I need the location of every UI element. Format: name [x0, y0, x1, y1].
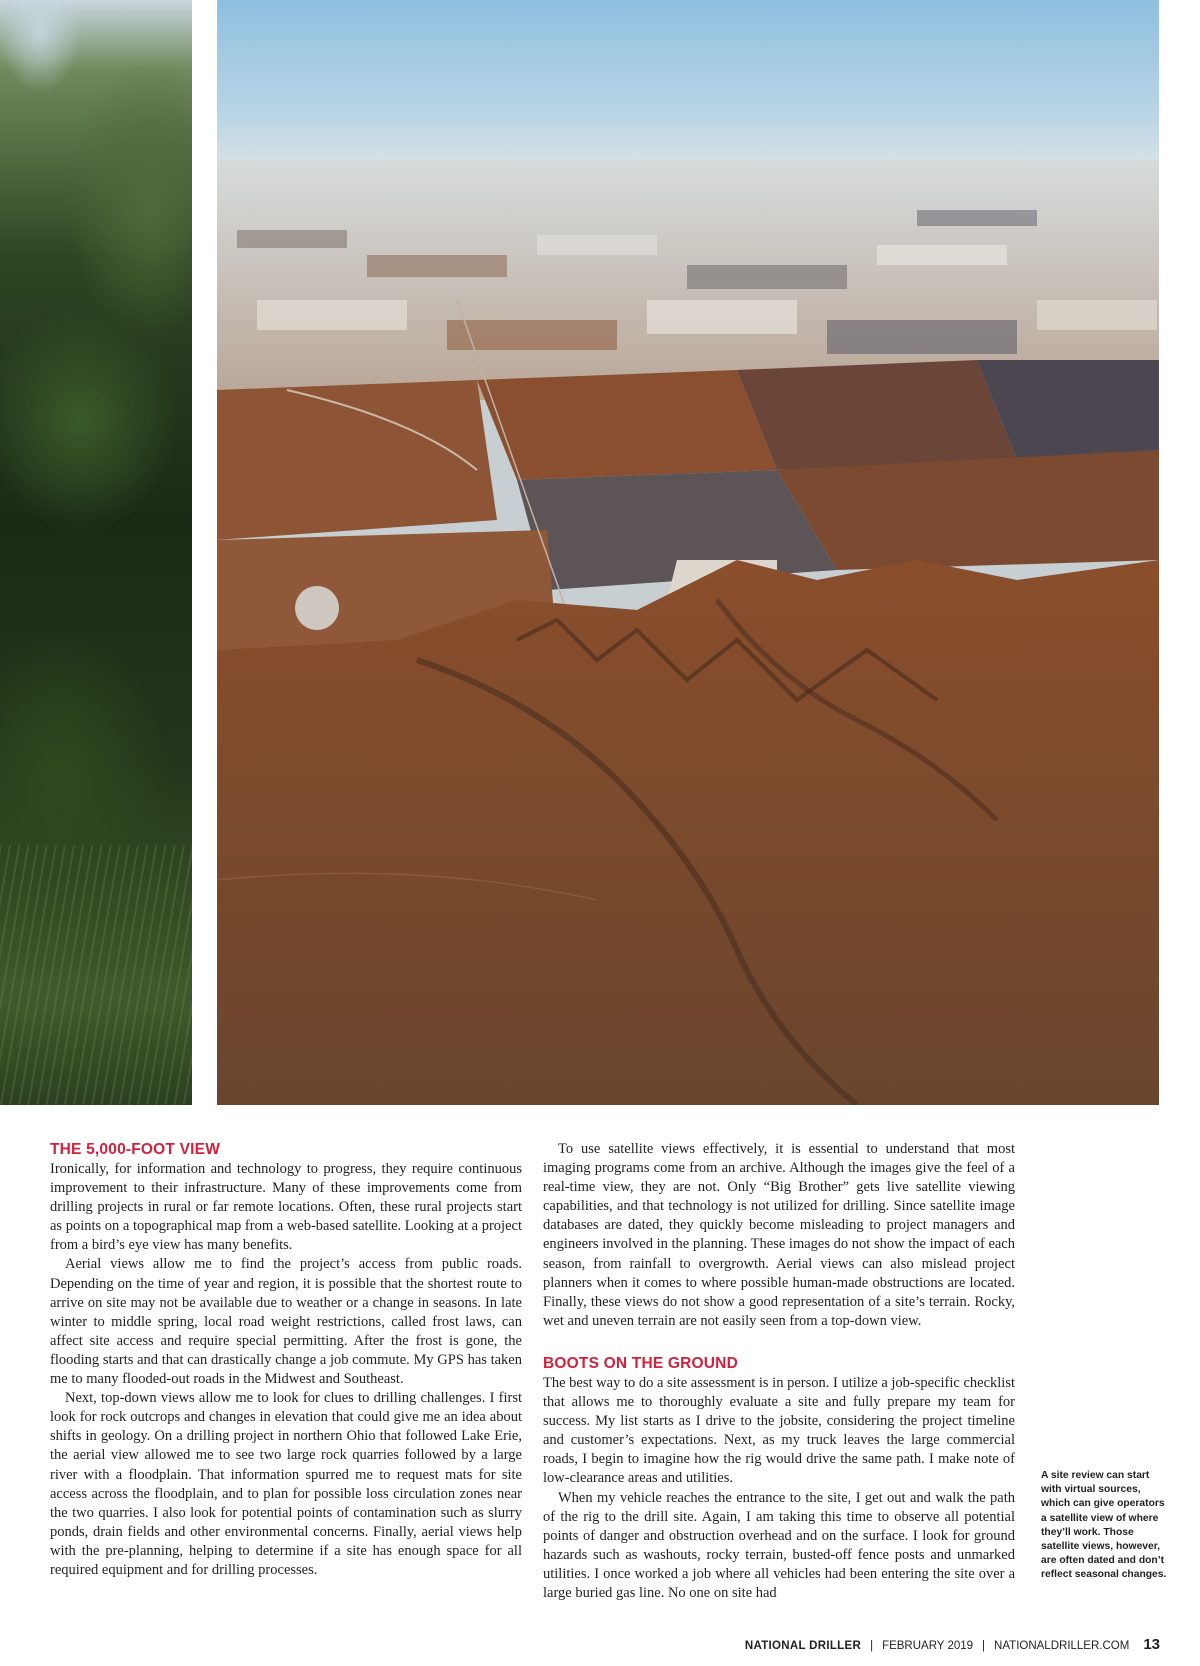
issue-date: FEBRUARY 2019: [882, 1640, 974, 1652]
section-heading-boots-on-the-ground: BOOTS ON THE GROUND: [543, 1354, 738, 1372]
section-heading-5000-foot-view: THE 5,000-FOOT VIEW: [50, 1141, 221, 1158]
tall-grass-detail: [0, 845, 192, 1105]
aerial-farmland-photo: [217, 0, 1159, 1105]
body-paragraph: Ironically, for information and technology to progress, they require continuous improvement to their infrastructure. Many of these improvements come from drilling projects in rural or far remote locations. Often, these rural projects start as points on a topographical map from a web-based satellite. Looking at a project from a bird’s eye view has many benefits.: [50, 1161, 522, 1254]
aerial-landscape-illustration: [217, 0, 1159, 1105]
body-paragraph: To use satellite views effectively, it is essential to understand that most imaging programs come from an archive. Although the images give the feel of a real-time view, they are not. Only “Big Brother” gets live satellite viewing capabilities, and that technology is not utilized for drilling. Since satellite image databases are dated, they quickly become misleading to project managers and engineers involved in the planning. These images do not show the impact of each season, from rainfall to overgrowth. Aerial views can also mislead project planners when it comes to where possible human-made obstructions are located. Finally, these views do not show a good representation of a site’s terrain. Rocky, wet and uneven terrain are not easily seen from a top-down view.: [543, 1141, 1015, 1329]
body-paragraph: Next, top-down views allow me to look for clues to drilling challenges. I first look for rock outcrops and changes in elevation that could give me an idea about shifts in geology. On a drilling project in northern Ohio that followed Lake Erie, the aerial view allowed me to see two large rock quarries followed by a large river with a floodplain. That information spurred me to request mats for site access across the floodplain, and to plan for possible loss circulation zones near the two quarries. I also look for potential points of contamination such as slurry ponds, drain fields and other environmental concerns. Finally, aerial views help with the pre-planning, helping to determine if a site has enough space for all required equipment and for drilling processes.: [50, 1390, 522, 1578]
page-footer: [745, 1636, 1160, 1653]
article-column-left: [50, 1140, 522, 1580]
body-paragraph: Aerial views allow me to find the project’s access from public roads. Depending on the time of year and region, it is possible that the shortest route to arrive on site may not be available due to weather or a change in seasons. In late winter to middle spring, local road weight restrictions, called frost laws, can affect site access and require special permitting. After the frost is gone, the flooding starts and that can drastically change a job commute. My GPS has taken me to many flooded-out roads in the Midwest and Southeast.: [50, 1256, 522, 1388]
body-paragraph: The best way to do a site assessment is in person. I utilize a job-specific checklist that allows me to thoroughly evaluate a site and fully prepare my team for success. My list starts as I drive to the jobsite, considering the project timeline and customer’s expectations. Next, as my truck leaves the large commercial roads, I begin to imagine how the rig would drive the same path. I make note of low-clearance areas and utilities.: [543, 1374, 1015, 1487]
website-url: NATIONALDRILLER.COM: [994, 1640, 1130, 1652]
field-rust: [737, 360, 1017, 470]
publication-name: NATIONAL DRILLER: [744, 1640, 862, 1652]
forest-edge-photo: [0, 0, 192, 1105]
article-column-right: [543, 1140, 1015, 1603]
photo-caption: A site review can start with virtual sources, which can give operators a satellite view of where they’ll work. Those satellite views, however, are often dated and don’t reflect seasonal changes.: [1041, 1470, 1167, 1581]
page-number: 13: [1143, 1636, 1160, 1653]
footer-separator: |: [982, 1640, 986, 1652]
pivot-circle-pond: [295, 586, 339, 630]
footer-separator: |: [870, 1640, 874, 1652]
field-brown-right: [777, 450, 1159, 570]
body-paragraph: When my vehicle reaches the entrance to the site, I get out and walk the path of the rig to the drill site. Again, I am taking this time to observe all potential points of danger and obstruction overhead and on the surface. I look for ground hazards such as washouts, rocky terrain, busted-off fence posts and unmarked utilities. I once worked a job where all vehicles had been entering the site over a large buried gas line. No one on site had: [543, 1489, 1015, 1601]
field-brown-center: [477, 370, 777, 480]
field-brown-left: [217, 380, 497, 540]
